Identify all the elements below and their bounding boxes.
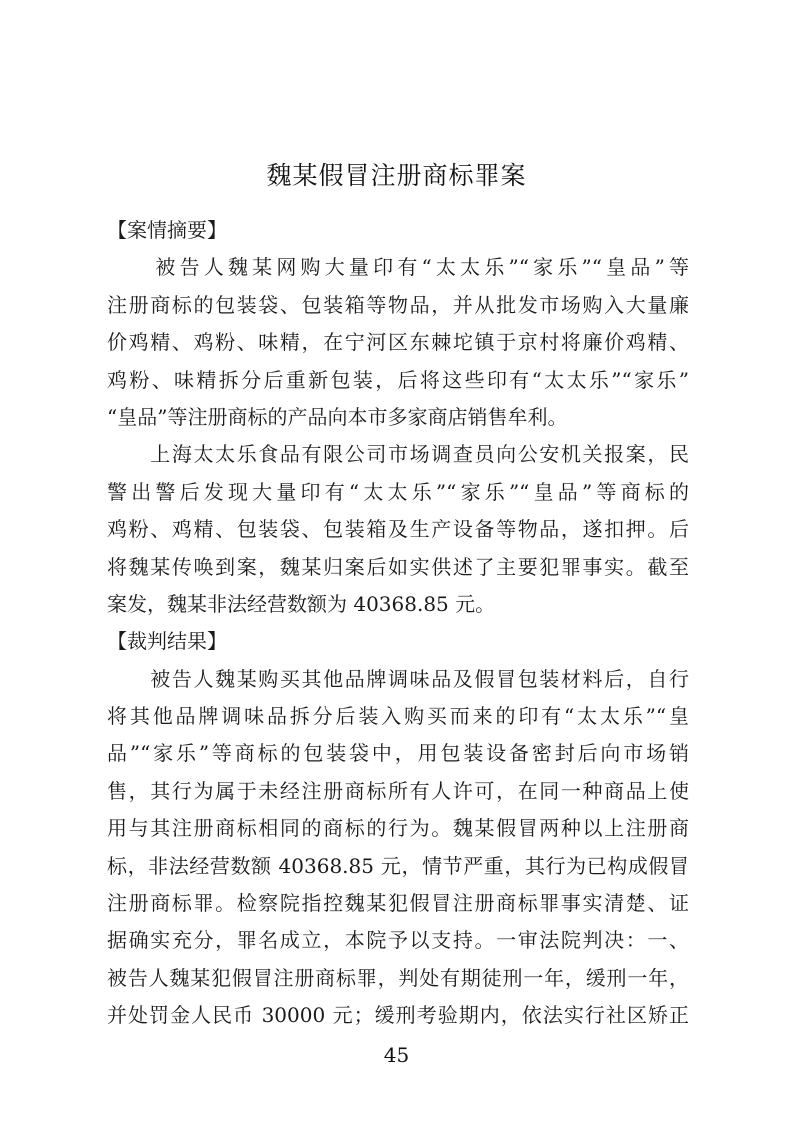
text-line: 标，非法经营数额 40368.85 元，情节严重，其行为已构成假冒 (107, 853, 689, 878)
text-line: 被告人魏某犯假冒注册商标罪，判处有期徒刑一年，缓刑一年， (107, 965, 689, 990)
text-line: 据确实充分，罪名成立，本院予以支持。一审法院判决：一、 (107, 928, 689, 953)
body-text (107, 212, 689, 1035)
text-line: 警出警后发现大量印有“太太乐”“家乐”“皇品”等商标的 (107, 479, 689, 504)
text-line: 用与其注册商标相同的商标的行为。魏某假冒两种以上注册商 (107, 816, 689, 841)
text-line: 价鸡精、鸡粉、味精，在宁河区东棘坨镇于京村将廉价鸡精、 (107, 330, 689, 355)
text-line: 注册商标的包装袋、包装箱等物品，并从批发市场购入大量廉 (107, 292, 689, 317)
text-line: 鸡粉、味精拆分后重新包装，后将这些印有“太太乐”“家乐” (107, 367, 689, 392)
text-line: 案发，魏某非法经营数额为 40368.85 元。 (107, 591, 496, 616)
section-heading-verdict: 【裁判结果】 (107, 629, 227, 654)
text-line: 品”“家乐”等商标的包装袋中，用包装设备密封后向市场销 (107, 741, 689, 766)
text-line: 将魏某传唤到案，魏某归案后如实供述了主要犯罪事实。截至 (107, 554, 689, 579)
text-line: “皇品”等注册商标的产品向本市多家商店销售牟利。 (107, 404, 568, 429)
page-number: 45 (383, 1043, 410, 1067)
text-line: 上海太太乐食品有限公司市场调查员向公安机关报案，民 (107, 442, 689, 467)
text-line: 注册商标罪。检察院指控魏某犯假冒注册商标罪事实清楚、证 (107, 891, 689, 916)
text-line: 并处罚金人民币 30000 元；缓刑考验期内，依法实行社区矫正 (107, 1003, 689, 1028)
section-heading-summary: 【案情摘要】 (107, 218, 227, 242)
page-title: 魏某假冒注册商标罪案 (266, 161, 527, 190)
text-line: 鸡粉、鸡精、包装袋、包装箱及生产设备等物品，遂扣押。后 (107, 517, 689, 542)
text-line: 将其他品牌调味品拆分后装入购买而来的印有“太太乐”“皇 (107, 704, 689, 729)
text-line: 被告人魏某网购大量印有“太太乐”“家乐”“皇品”等 (107, 255, 689, 280)
text-line: 售，其行为属于未经注册商标所有人许可，在同一种商品上使 (107, 778, 689, 803)
text-line: 被告人魏某购买其他品牌调味品及假冒包装材料后，自行 (107, 666, 689, 691)
